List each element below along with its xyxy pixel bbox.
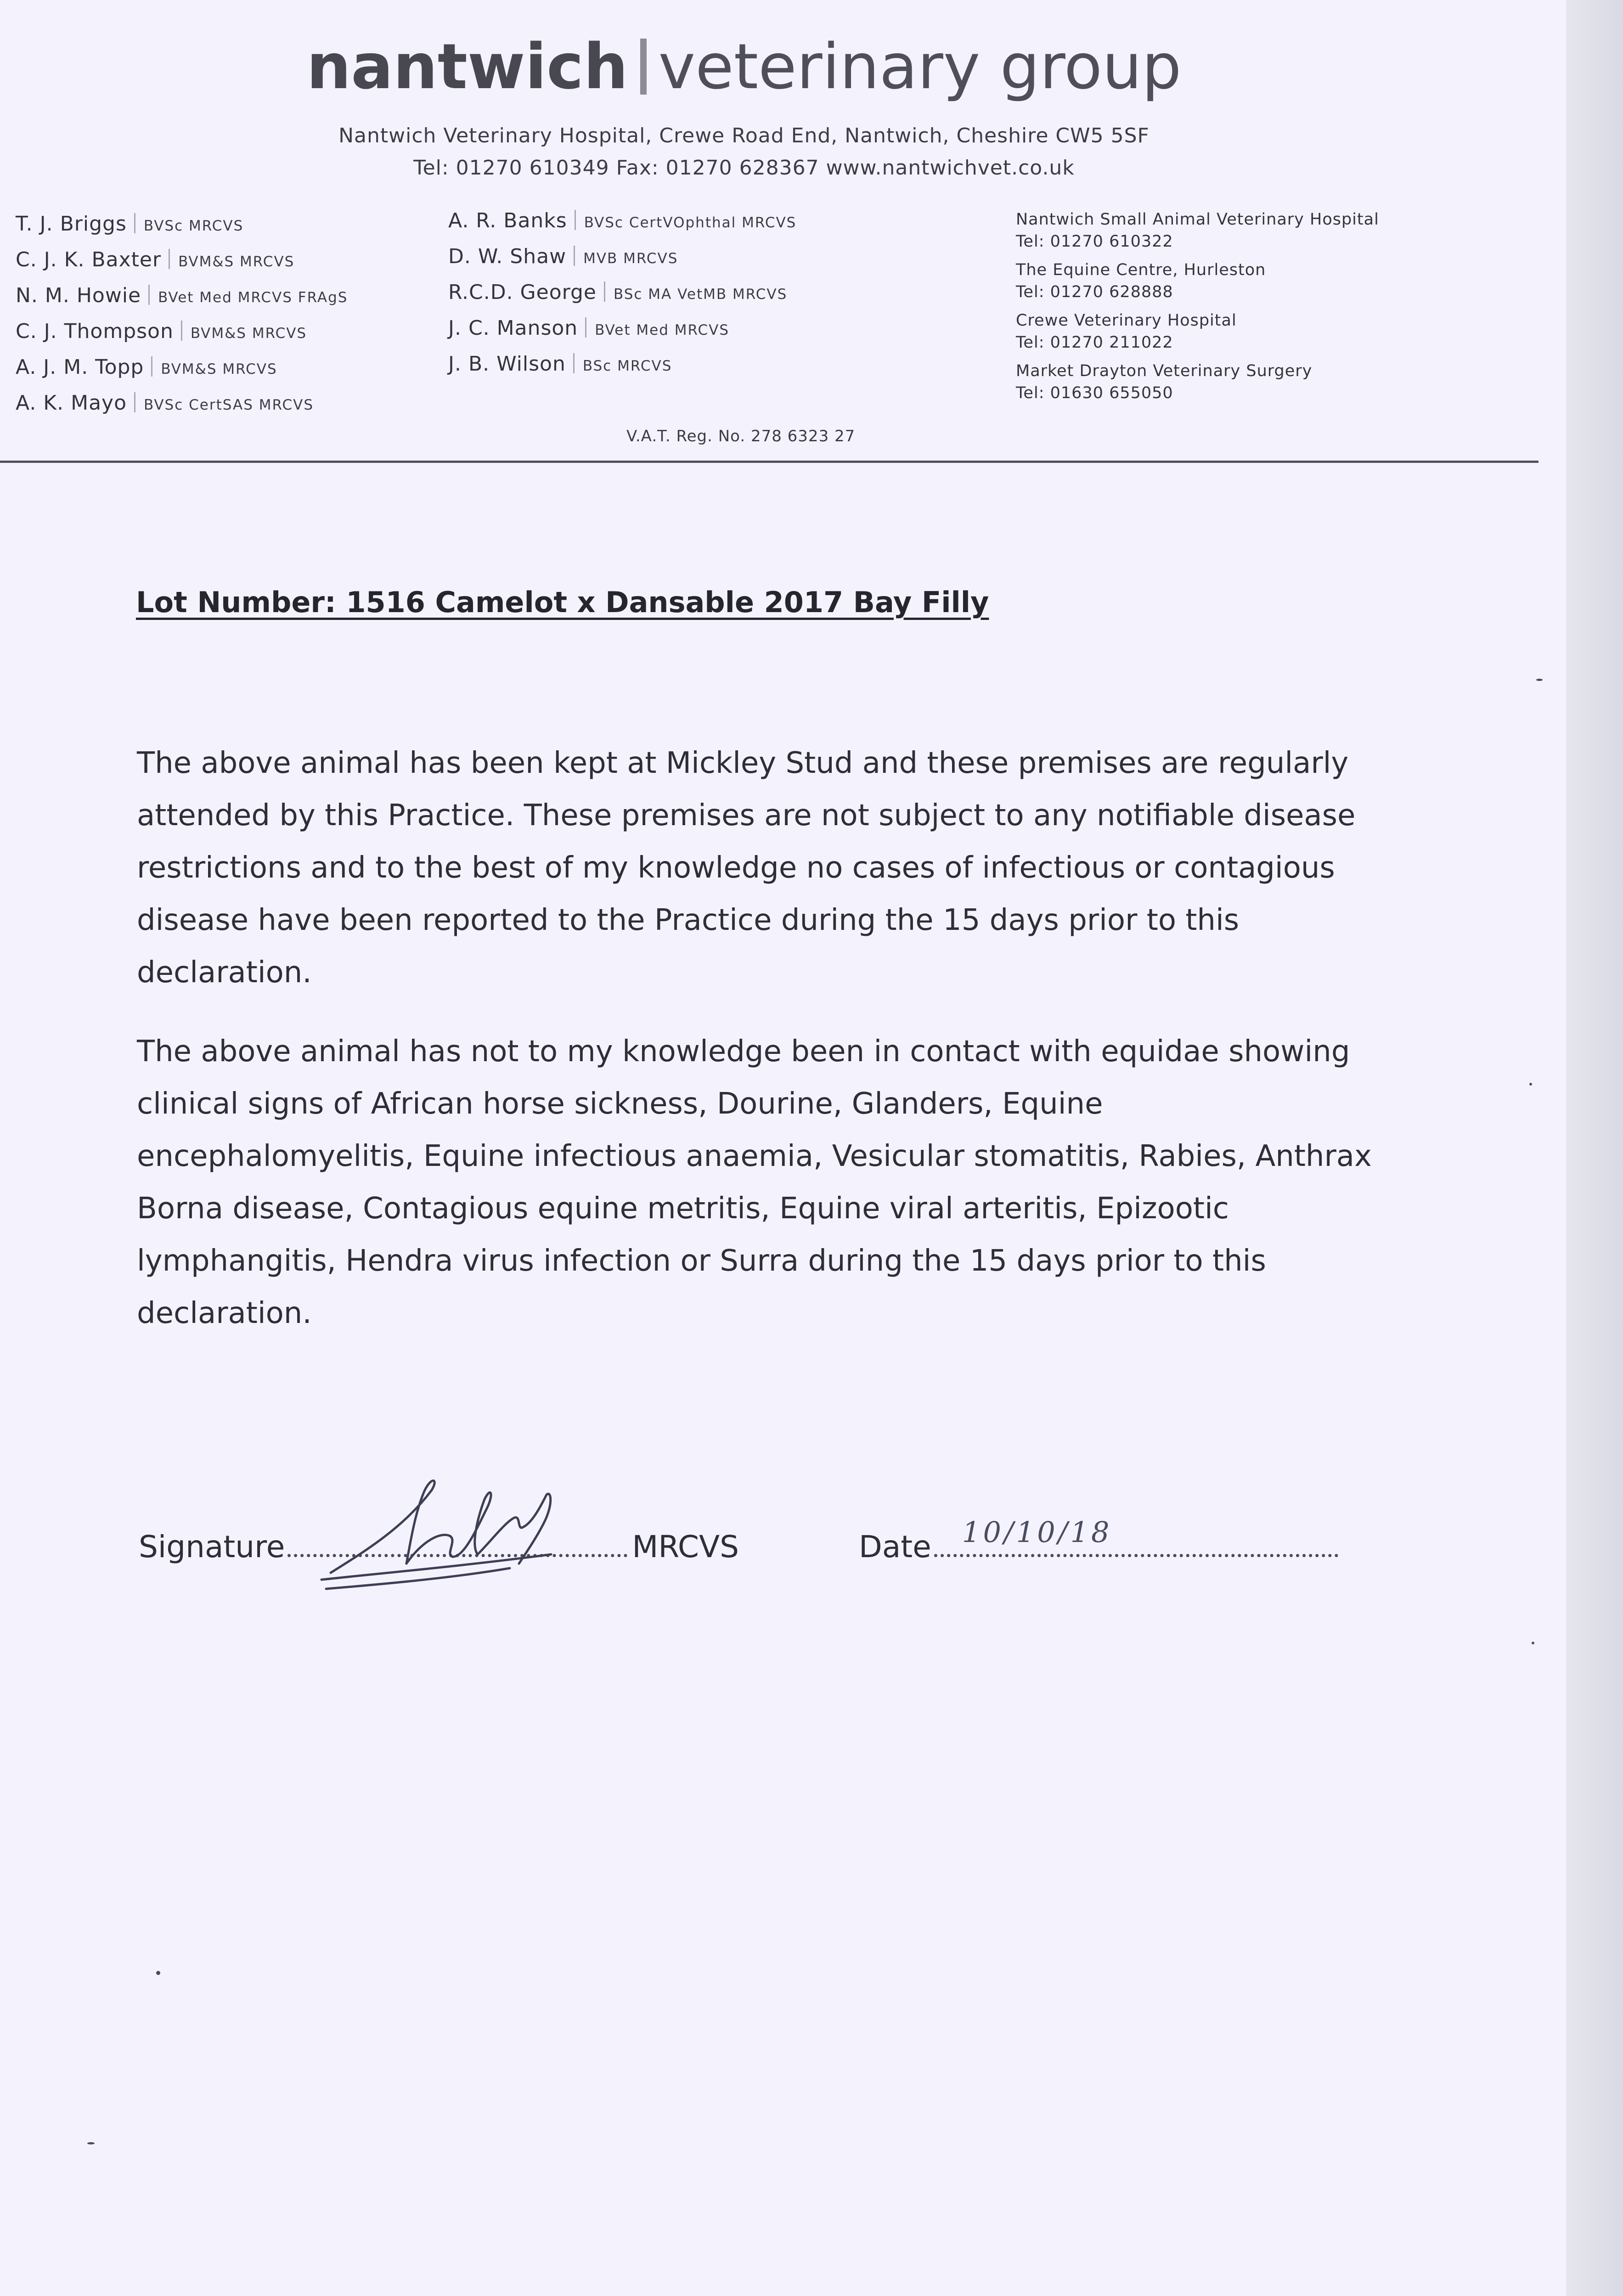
staff-row — [448, 209, 796, 245]
staff-qualifications: BVSc MRCVS — [143, 218, 244, 234]
staff-name: T. J. Briggs — [16, 212, 127, 236]
staff-separator — [181, 321, 182, 341]
hospital-name: Market Drayton Veterinary Surgery — [1016, 362, 1313, 380]
staff-separator — [585, 317, 586, 338]
staff-name: C. J. K. Baxter — [16, 248, 162, 271]
declaration-paragraph-2: The above animal has not to my knowledge been in contact with equidae showing clinical signs of African horse sickness, Dourine, Glanders, Equine encephalomyelitis, Equine infectious anaemia, Vesicular stomatitis, Rabies, Anthrax Borna disease, Contagious equine metritis, Equine viral arteritis, Epizootic lymphangitis, Hendra virus infection or Surra during the 15 days prior to this declaration. — [137, 1035, 1372, 1330]
staff-name: C. J. Thompson — [16, 320, 174, 343]
date-dotted-field — [934, 1549, 1338, 1557]
staff-qualifications: BVM&S MRCVS — [178, 253, 295, 270]
staff-qualifications: BVet Med MRCVS FRAgS — [158, 289, 348, 306]
branch-hospitals — [1016, 210, 1379, 412]
staff-separator — [148, 285, 150, 305]
scan-speck — [1536, 679, 1543, 681]
mrcvs-label: MRCVS — [632, 1529, 739, 1564]
staff-separator — [134, 213, 135, 233]
practice-logo — [0, 31, 1488, 103]
staff-separator — [134, 392, 135, 412]
staff-separator — [151, 356, 152, 377]
scan-edge — [1566, 0, 1623, 2296]
staff-name: N. M. Howie — [16, 284, 141, 307]
handwritten-signature — [312, 1458, 597, 1596]
scan-speck — [1529, 1083, 1532, 1086]
staff-row — [448, 316, 796, 352]
hospital-name: Nantwich Small Animal Veterinary Hospital — [1016, 210, 1379, 229]
staff-name: J. B. Wilson — [448, 352, 566, 376]
staff-name: D. W. Shaw — [448, 245, 567, 268]
staff-list-middle — [448, 209, 796, 388]
staff-name: R.C.D. George — [448, 281, 597, 304]
staff-separator — [169, 249, 170, 269]
hospital-name: The Equine Centre, Hurleston — [1016, 261, 1266, 279]
hospital-tel: Tel: 01270 628888 — [1016, 283, 1173, 301]
staff-row — [448, 352, 796, 388]
logo-brand-light: veterinary group — [658, 31, 1182, 103]
staff-row — [16, 284, 348, 320]
staff-row — [448, 281, 796, 316]
staff-row — [16, 212, 348, 248]
staff-qualifications: MVB MRCVS — [583, 250, 678, 267]
lot-heading: Lot Number: 1516 Camelot x Dansable 2017 Bay Filly — [136, 585, 989, 619]
staff-name: J. C. Manson — [448, 316, 578, 340]
staff-qualifications: BSc MA VetMB MRCVS — [613, 286, 788, 303]
logo-divider — [640, 39, 647, 95]
staff-qualifications: BSc MRCVS — [582, 358, 672, 374]
staff-name: A. J. M. Topp — [16, 355, 144, 379]
staff-row — [16, 391, 348, 427]
staff-separator — [573, 353, 575, 373]
staff-row — [16, 320, 348, 355]
practice-address: Nantwich Veterinary Hospital, Crewe Road End, Nantwich, Cheshire CW5 5SF — [338, 124, 1150, 147]
staff-qualifications: BVM&S MRCVS — [161, 361, 277, 377]
scan-speck — [1532, 1642, 1534, 1644]
staff-name: A. K. Mayo — [16, 391, 127, 415]
staff-separator — [575, 210, 576, 230]
staff-row — [16, 248, 348, 284]
staff-qualifications: BVM&S MRCVS — [190, 325, 307, 342]
hospital-tel: Tel: 01630 655050 — [1016, 384, 1173, 402]
hospital-name: Crewe Veterinary Hospital — [1016, 311, 1237, 330]
staff-qualifications: BVSc CertSAS MRCVS — [144, 397, 314, 413]
signature-label: Signature — [139, 1529, 285, 1564]
hospital-tel: Tel: 01270 610322 — [1016, 232, 1173, 251]
staff-qualifications: BVSc CertVOphthal MRCVS — [584, 214, 797, 231]
scan-speck — [156, 1971, 160, 1975]
staff-row — [16, 355, 348, 391]
declaration-paragraph-1: The above animal has been kept at Mickley Stud and these premises are regularly attended by this Practice. These premises are not subject to any notifiable disease restrictions and to the best of my knowledge no cases of infectious or contagious disease have been reported to the Practice during the 15 days prior to this declaration. — [137, 746, 1356, 990]
scan-speck — [87, 2142, 95, 2144]
handwritten-date: 10/10/18 — [962, 1515, 1112, 1549]
vat-registration: V.A.T. Reg. No. 278 6323 27 — [626, 427, 856, 445]
practice-contact: Tel: 01270 610349 Fax: 01270 628367 www.nantwichvet.co.uk — [413, 156, 1075, 180]
staff-name: A. R. Banks — [448, 209, 567, 232]
staff-qualifications: BVet Med MRCVS — [595, 322, 730, 338]
hospital-tel: Tel: 01270 211022 — [1016, 333, 1173, 352]
staff-separator — [574, 246, 575, 266]
date-label: Date — [859, 1529, 931, 1564]
staff-list-left — [16, 212, 348, 427]
staff-row — [448, 245, 796, 281]
logo-brand-bold: nantwich — [306, 31, 628, 103]
staff-separator — [604, 281, 605, 302]
letterhead-divider — [0, 461, 1538, 463]
